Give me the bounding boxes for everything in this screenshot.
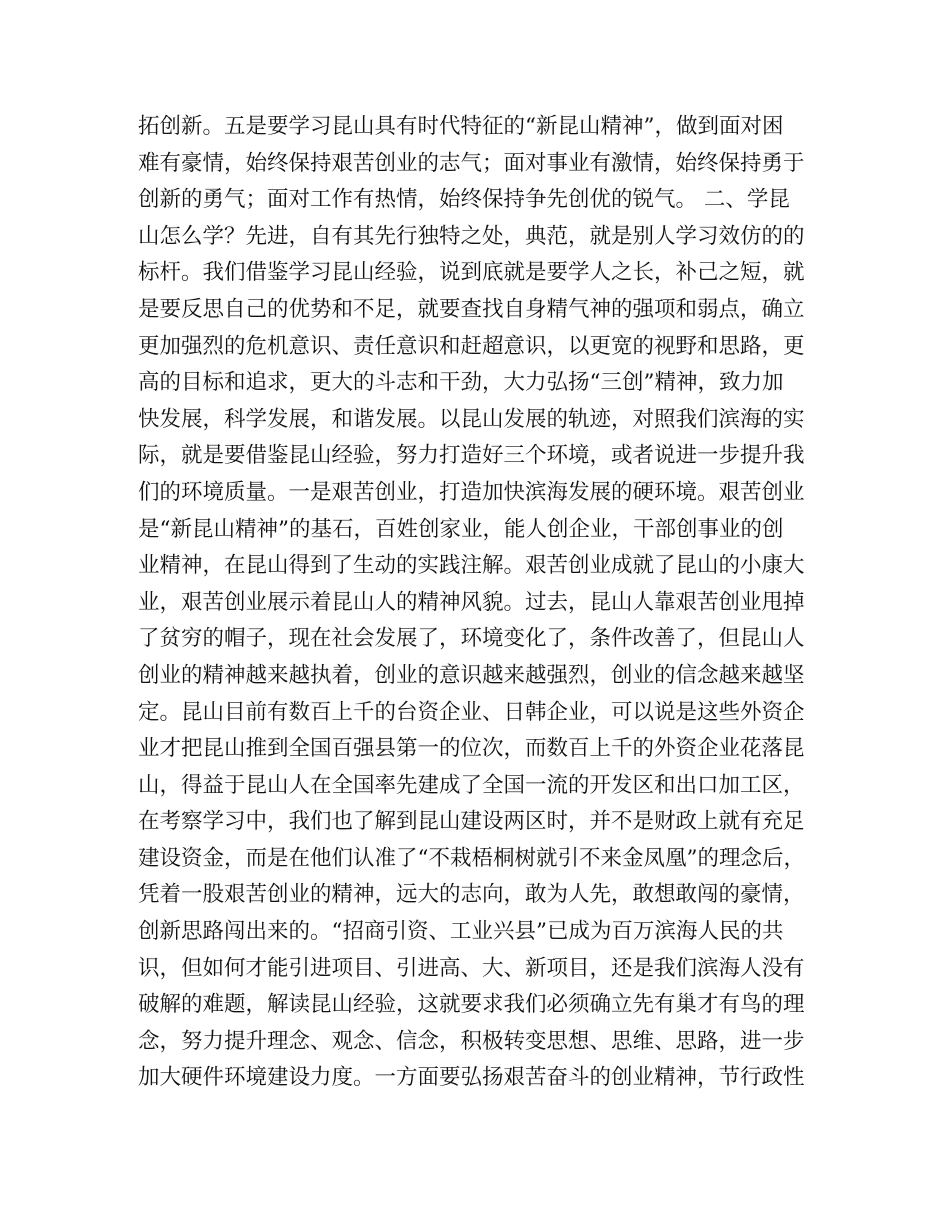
text-line: 业精神，在昆山得到了生动的实践注解。艰苦创业成就了昆山的小康大 [138,553,805,579]
text-line: 是“新昆山精神”的基石，百姓创家业，能人创企业，干部创事业的创 [138,516,784,542]
text-line: 了贫穷的帽子，现在社会发展了，环境变化了，条件改善了，但昆山人 [138,626,805,652]
text-line: 念，努力提升理念、观念、信念，积极转变思想、思维、思路，进一步 [138,1028,805,1054]
text-line: 识，但如何才能引进项目、引进高、大、新项目，还是我们滨海人没有 [138,955,805,981]
text-line: 在考察学习中，我们也了解到昆山建设两区时，并不是财政上就有充足 [138,809,805,835]
text-line: 创新的勇气；面对工作有热情，始终保持争先创优的锐气。 二、学昆 [138,187,790,213]
text-line: 拓创新。五是要学习昆山具有时代特征的“新昆山精神”，做到面对困 [138,114,784,139]
text-line: 山，得益于昆山人在全国率先建成了全国一流的开发区和出口加工区， [138,772,805,798]
text-line: 定。昆山目前有数百上千的台资企业、日韩企业，可以说是这些外资企 [138,699,805,725]
text-line: 破解的难题，解读昆山经验，这就要求我们必须确立先有巢才有鸟的理 [138,992,805,1018]
text-line: 们的环境质量。一是艰苦创业，打造加快滨海发展的硬环境。艰苦创业 [138,479,805,505]
text-line: 高的目标和追求，更大的斗志和干劲，大力弘扬“三创”精神，致力加 [138,370,784,396]
text-line: 业才把昆山推到全国百强县第一的位次，而数百上千的外资企业花落昆 [138,736,805,762]
text-line: 凭着一股艰苦创业的精神，远大的志向，敢为人先，敢想敢闯的豪情， [138,882,805,908]
text-line: 建设资金，而是在他们认准了“不栽梧桐树就引不来金凤凰”的理念后， [138,845,805,871]
text-line: 创业的精神越来越执着，创业的意识越来越强烈，创业的信念越来越坚 [138,662,805,688]
text-line: 业，艰苦创业展示着昆山人的精神风貌。过去，昆山人靠艰苦创业甩掉 [138,589,805,615]
text-line: 标杆。我们借鉴学习昆山经验，说到底就是要学人之长，补己之短，就 [138,260,805,286]
text-line: 是要反思自己的优势和不足，就要查找自身精气神的强项和弱点，确立 [138,296,805,322]
text-line: 加大硬件环境建设力度。一方面要弘扬艰苦奋斗的创业精神，节行政性 [138,1065,805,1091]
text-line: 际，就是要借鉴昆山经验，努力打造好三个环境，或者说进一步提升我 [138,443,805,469]
text-line: 更加强烈的危机意识、责任意识和赶超意识，以更宽的视野和思路，更 [138,333,805,359]
text-line: 创新思路闯出来的。“招商引资、工业兴县”已成为百万滨海人民的共 [138,919,784,945]
text-line: 快发展，科学发展，和谐发展。以昆山发展的轨迹，对照我们滨海的实 [138,406,805,432]
body-text [138,109,828,1097]
text-line: 难有豪情，始终保持艰苦创业的志气；面对事业有激情，始终保持勇于 [138,150,805,176]
text-line: 山怎么学？先进，自有其先行独特之处，典范，就是别人学习效仿的的 [138,223,805,249]
